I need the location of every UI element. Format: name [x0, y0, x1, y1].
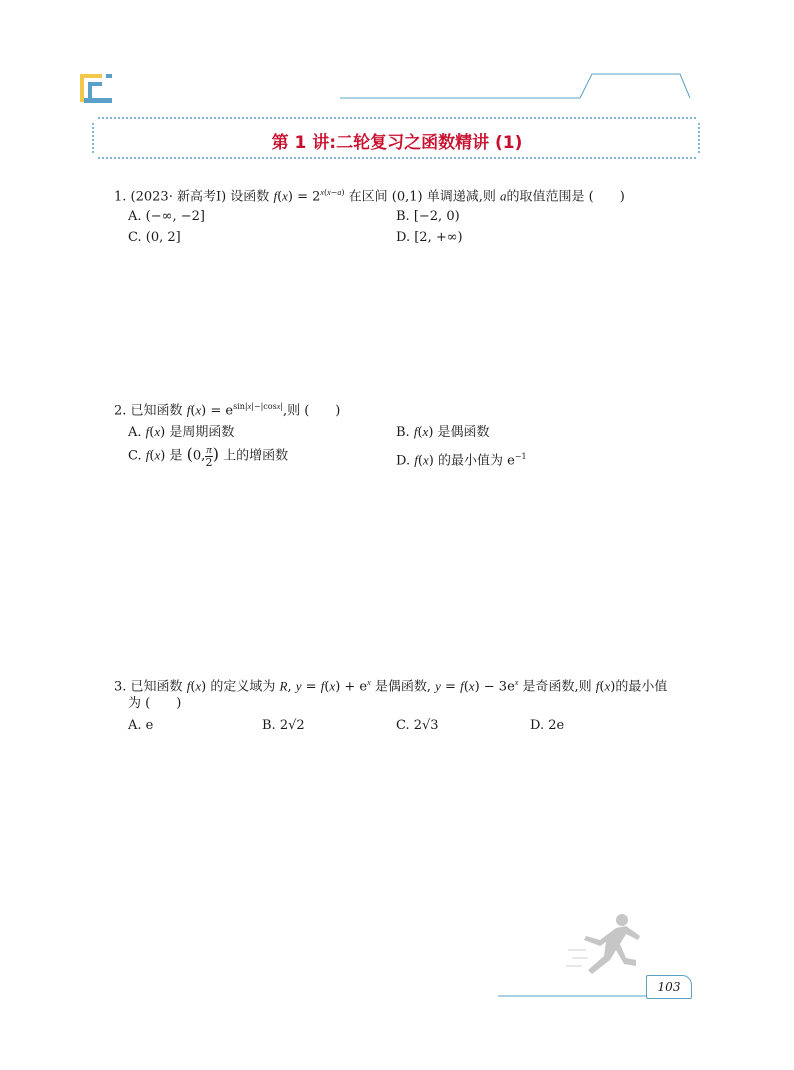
- q1-option-d: D. [2, +∞): [396, 230, 463, 245]
- q2-option-d: D. f(x) 的最小值为 $e^{-1}$: [396, 452, 527, 469]
- q3-option-b: B. 2√2: [262, 718, 305, 733]
- page-number: 103: [646, 975, 692, 999]
- q2-option-a: A. f(x) 是周期函数: [128, 424, 235, 440]
- question-1-stem: 1. (2023· 新高考Ⅰ) 设函数 $f(x) = 2^{x(x-a)}$ 在区间 (0,1) 单调递减,则 a的取值范围是 ( ): [114, 188, 625, 205]
- question-3-stem-line2: 为 ( ): [128, 696, 182, 711]
- page-title: 第 1 讲:二轮复习之函数精讲 (1): [271, 133, 523, 153]
- q2-option-c: C. f(x) 是 (0, $\frac{\pi}{2}$ ) 上的增函数: [128, 444, 289, 469]
- title-frame: [98, 117, 696, 159]
- q1-option-b: B. [−2, 0): [396, 209, 460, 224]
- q3-option-d: D. 2e: [530, 718, 565, 733]
- header-line: [340, 70, 694, 104]
- q3-option-a: A. e: [128, 718, 154, 733]
- question-2-stem: 2. 已知函数 $f(x) = e^{sin|x|-|cosx|}$,则 ( ): [114, 402, 341, 419]
- question-3-stem-line1: 3. 已知函数 f(x) 的定义域为 R, $y = f(x) + e^x$ 是偶函数, $y = f(x) - 3e^x$ 是奇函数,则 f(x)的最小值: [114, 678, 668, 695]
- q2-option-b: B. f(x) 是偶函数: [396, 424, 490, 440]
- q1-option-c: C. (0, 2]: [128, 230, 181, 245]
- corner-bracket-icon: [80, 72, 120, 106]
- q3-option-c: C. 2√3: [396, 718, 439, 733]
- footer-line: [498, 994, 646, 998]
- q1-option-a: A. (−∞, −2]: [128, 209, 205, 224]
- runner-icon: [566, 910, 648, 982]
